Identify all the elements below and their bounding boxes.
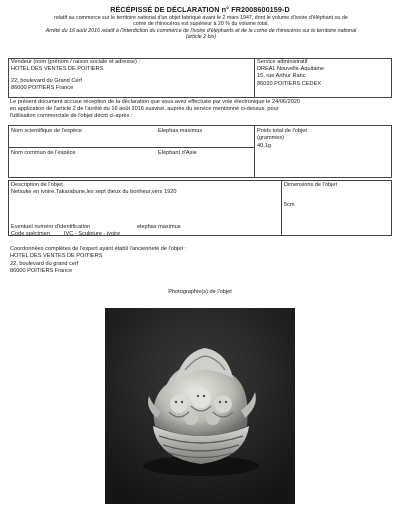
expert-address-2: 86000 POITIERS France	[10, 268, 73, 274]
dimensions-value: 5cm	[284, 202, 295, 208]
photo-title: Photographie(s) de l'objet	[168, 289, 232, 295]
expert-name: HOTEL DES VENTES DE POITIERS	[10, 253, 103, 259]
intro-line-4: (article 2 bis)	[185, 34, 217, 41]
specimen-code-value: IVC - Sculpture - ivoire	[64, 231, 121, 237]
expert-address-1: 22, boulevard du grand cerf	[10, 261, 79, 267]
netsuke-illustration	[105, 308, 295, 504]
scientific-name-label: Nom scientifique de l'espèce	[11, 128, 83, 134]
acknowledgement-line-3: l'utilisation commerciale de l'objet décrit ci-après :	[10, 113, 133, 119]
identification-label: Eventuel numéro d'identification	[11, 224, 91, 230]
description-value: Netsuke en ivoire,Takarabune,les sept dieux du bonheur,vers 1920	[11, 189, 177, 195]
vendor-address-1: 22, boulevard du Grand Cerf	[11, 78, 82, 84]
expert-label: Coordonnées complètes de l'expert ayant établi l'ancienneté de l'objet :	[10, 246, 187, 252]
vendor-label: Vendeur (nom (prénom / raison sociale et adresse) :	[11, 59, 141, 65]
service-address-1: 15, rue Arthur Ranc	[257, 73, 306, 79]
vendor-service-divider	[254, 58, 255, 97]
weight-value: 40,1g	[257, 143, 271, 149]
vendor-name: HOTEL DES VENTES DE POITIERS	[11, 66, 104, 72]
document-intro	[20, 15, 382, 41]
vendor-address-2: 86000 POITIERS France	[11, 85, 74, 91]
object-photograph	[105, 308, 295, 504]
common-name-value: Eléphant d'Asie	[158, 150, 197, 156]
species-row-divider	[8, 147, 255, 148]
weight-label-line-2: (grammes)	[257, 135, 285, 141]
service-address-2: 86020 POITIERS CEDEX	[257, 81, 322, 87]
intro-line-1: relatif au commerce sur le territoire national d'un objet fabriqué avant le 2 mars 1947, dont le volume d'ivoire d'éléphant ou de	[54, 15, 348, 21]
acknowledgement-line-2: en application de l'article 2 de l'arrêté du 16 août 2016 susvisé, auprès du service mentionné ci-dessus, pour	[10, 106, 279, 112]
acknowledgement-text	[10, 99, 392, 120]
service-label: Service administratif	[257, 59, 308, 65]
dimensions-label: Dimensions de l'objet	[284, 182, 337, 188]
scientific-name-value: Elephas maximus	[158, 128, 203, 134]
acknowledgement-line-1: Le présent document accuse réception de la déclaration que vous avez effectuée par voie électronique le 24/06/2020	[10, 99, 301, 105]
description-dimensions-divider	[281, 180, 282, 235]
intro-line-3: Arrêté du 16 août 2016 relatif à l'interdiction du commerce de l'ivoire d'éléphants et de la corne de rhinocéros sur le territoire national	[45, 27, 357, 34]
weight-label-line-1: Poids total de l'objet	[257, 128, 307, 134]
service-name: DREAL Nouvelle-Aquitaine	[257, 66, 324, 72]
species-weight-divider	[254, 125, 255, 177]
document-title: RÉCÉPISSÉ DE DÉCLARATION n° FR2008600159-D	[110, 5, 290, 14]
specimen-code-label: Code spécimen	[11, 231, 50, 237]
description-label: Description de l'objet	[11, 182, 63, 188]
common-name-label: Nom commun de l'espèce	[11, 150, 76, 156]
identification-value: elephas maximus	[137, 224, 181, 230]
intro-line-2: corne de rhinocéros est supérieur à 20 % du volume total.	[133, 21, 269, 28]
